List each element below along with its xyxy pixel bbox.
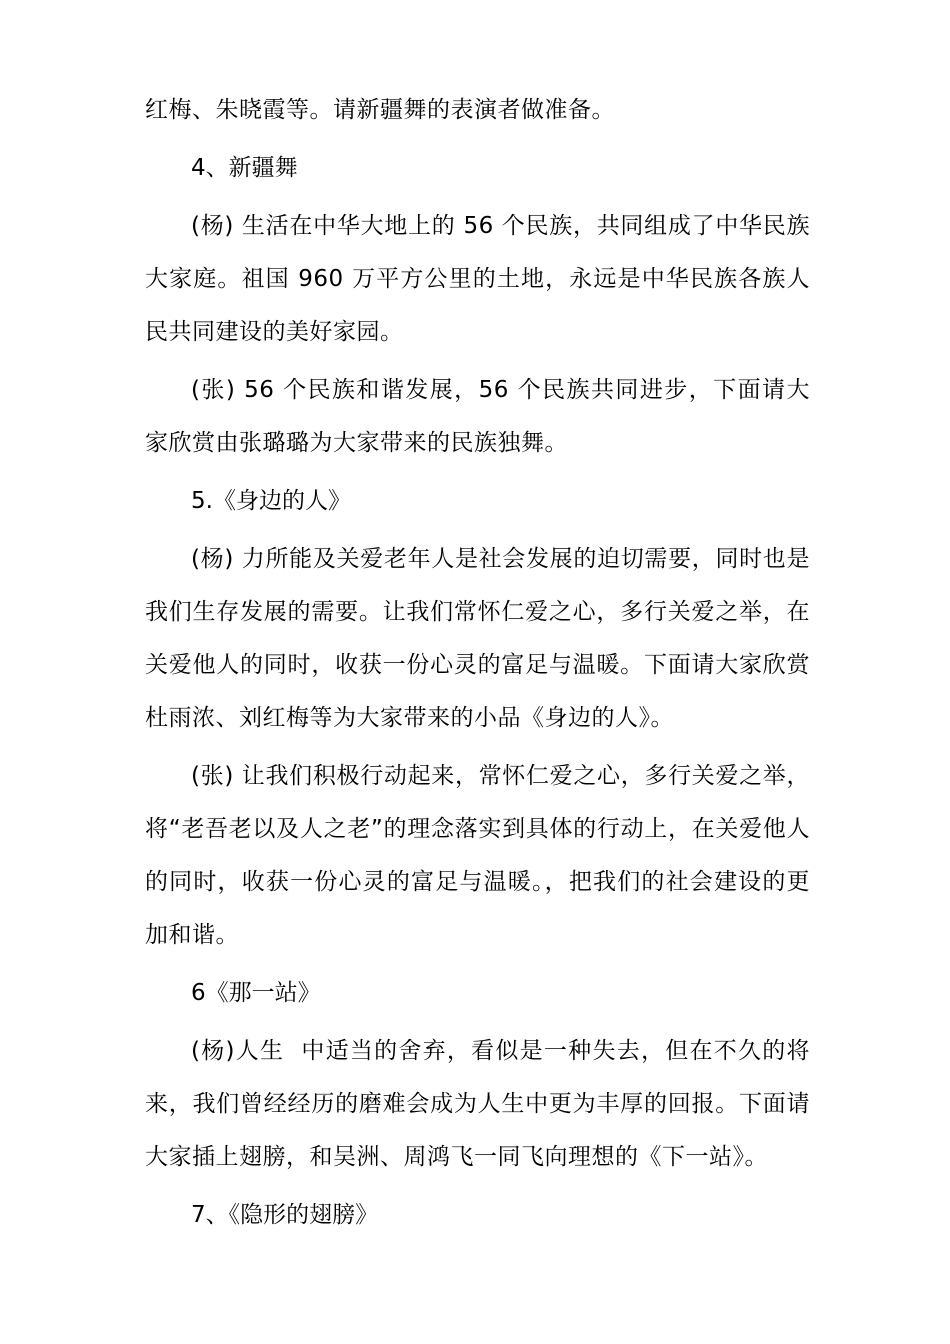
paragraph-zhang-1: (张) 56 个民族和谐发展，56 个民族共同进步，下面请大家欣赏由张璐璐为大家带来的民族独舞。 <box>145 377 810 456</box>
section-heading-people-around: 5.《身边的人》 <box>191 488 351 514</box>
paragraph-yang-3: (杨)人生 中适当的舍弃，看似是一种失去，但在不久的将来，我们曾经经历的磨难会成为人生中更为丰厚的回报。下面请大家插上翅膀，和吴洲、周鸿飞一同飞向理想的《下一站》。 <box>145 1038 810 1170</box>
paragraph-continuation: 红梅、朱晓霞等。请新疆舞的表演者做准备。 <box>145 97 615 123</box>
paragraph-yang-2: (杨) 力所能及关爱老年人是社会发展的迫切需要，同时也是我们生存发展的需要。让我们常怀仁爱之心，多行关爱之举，在关爱他人的同时，收获一份心灵的富足与温暖。下面请大家欣赏杜雨浓、刘红梅等为大家带来的小品《身边的人》。 <box>145 546 810 731</box>
section-heading-xinjiang-dance: 4、新疆舞 <box>191 155 298 181</box>
paragraph-zhang-2: (张) 让我们积极行动起来，常怀仁爱之心，多行关爱之举，将“老吾老以及人之老”的理念落实到具体的行动上，在关爱他人的同时，收获一份心灵的富足与温暖。，把我们的社会建设的更加和谐。 <box>145 763 810 948</box>
document-body <box>145 84 810 1242</box>
paragraph-yang-1: (杨) 生活在中华大地上的 56 个民族，共同组成了中华民族大家庭。祖国 960 万平方公里的土地，永远是中华民族各族人民共同建设的美好家园。 <box>145 213 810 345</box>
section-heading-invisible-wings: 7、《隐形的翅膀》 <box>191 1202 379 1228</box>
section-heading-that-station: 6《那一站》 <box>191 980 321 1006</box>
